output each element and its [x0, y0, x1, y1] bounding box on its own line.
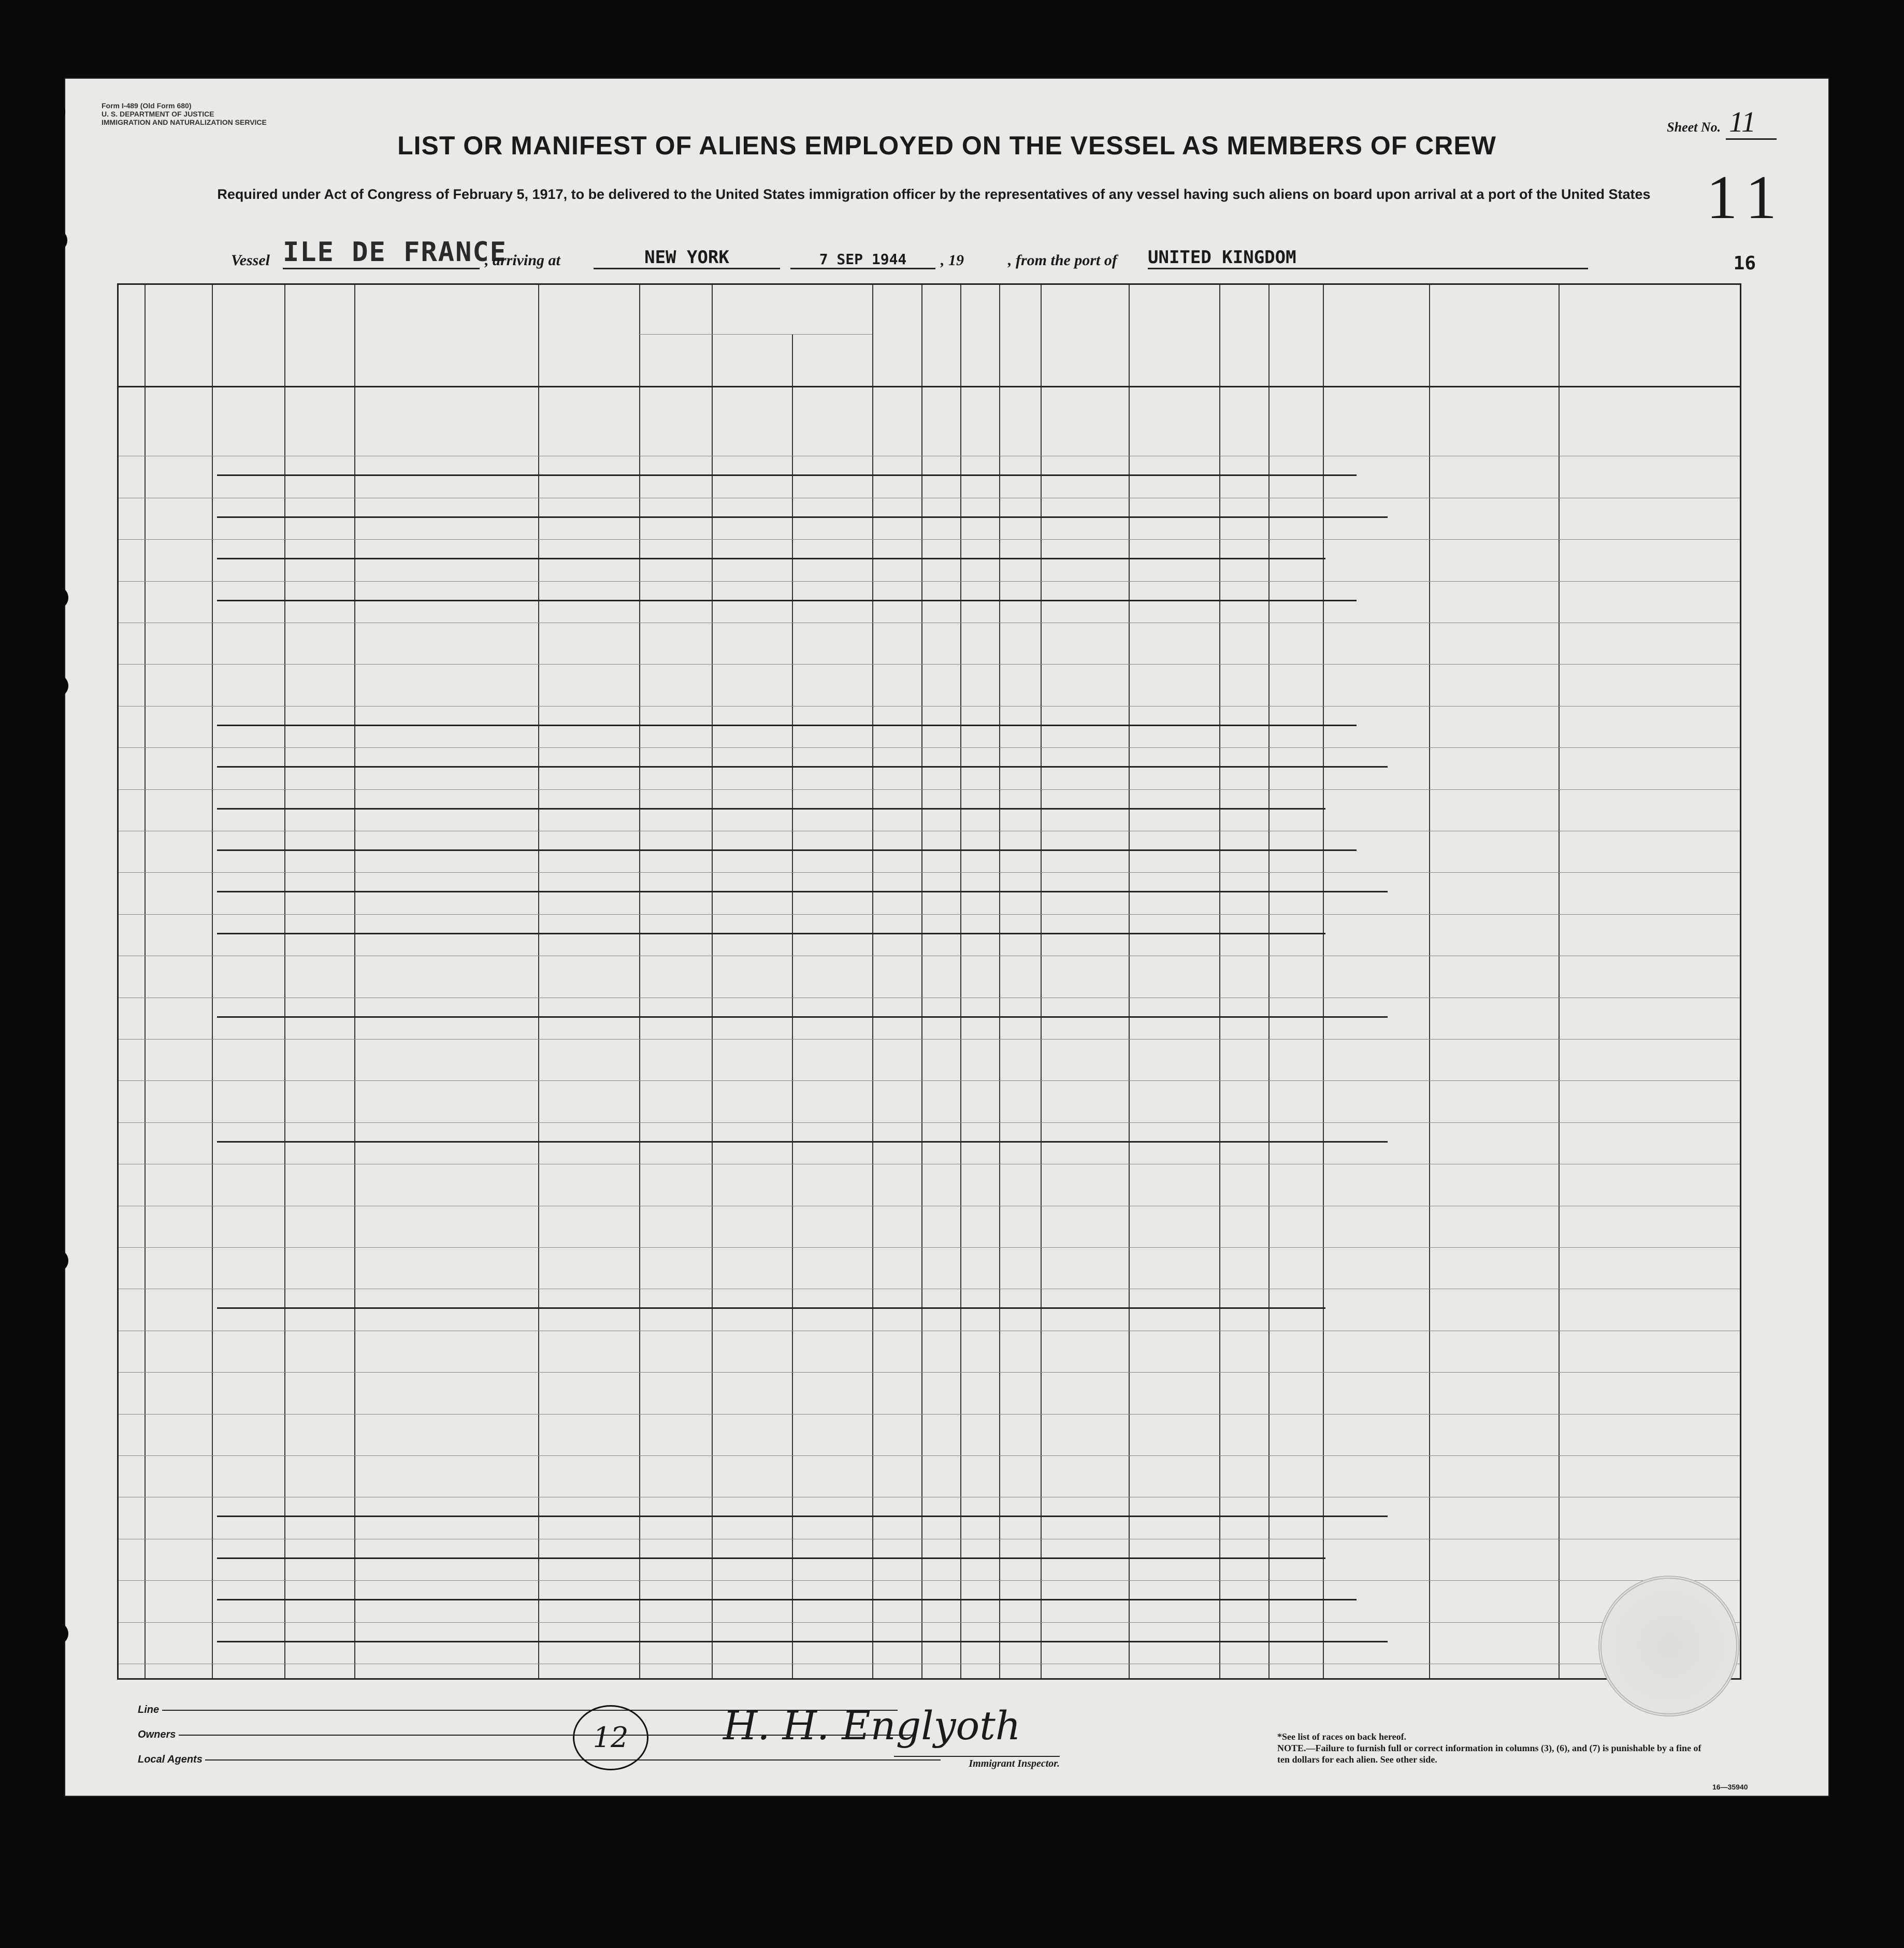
ruled-line	[119, 1080, 1740, 1081]
table-row	[119, 508, 1740, 529]
owners-label: Owners	[138, 1729, 176, 1740]
table-row	[119, 1299, 1740, 1320]
form-number: 16—35940	[1712, 1783, 1748, 1791]
arriving-label: , arriving at	[485, 252, 560, 269]
circled-number: 12	[573, 1705, 648, 1770]
punch-hole	[42, 100, 65, 123]
inspector-label: Immigrant Inspector.	[894, 1756, 1060, 1770]
table-row	[119, 466, 1740, 487]
page-subtitle: Required under Act of Congress of February 5, 1917, to be delivered to the United States immigration officer by the representatives of any vessel having such aliens on board upon arrival at a port of the United States	[217, 186, 1651, 202]
table-row	[119, 550, 1740, 570]
arrival-date-stamp: 7 SEP 1944	[790, 251, 935, 269]
table-row	[119, 1174, 1740, 1195]
strike-through-line	[217, 1599, 1357, 1600]
sheet-value: 11	[1726, 106, 1777, 140]
table-row	[119, 674, 1740, 695]
punch-hole	[46, 586, 68, 609]
table-row	[119, 1258, 1740, 1278]
embossed-seal	[1598, 1576, 1739, 1716]
table-row	[119, 591, 1740, 612]
punch-hole	[46, 1249, 68, 1272]
manifest-sheet	[65, 79, 1828, 1796]
strike-through-line	[217, 1641, 1388, 1642]
table-row	[119, 1049, 1740, 1070]
races-note: *See list of races on back hereof.	[1277, 1731, 1407, 1742]
table-row	[119, 1091, 1740, 1112]
ruled-line	[119, 1039, 1740, 1040]
ruled-line	[119, 872, 1740, 873]
strike-through-line	[217, 891, 1388, 892]
ruled-line	[119, 664, 1740, 665]
handwritten-number: 11	[1706, 163, 1787, 232]
strike-through-line	[217, 808, 1325, 810]
table-row	[119, 1466, 1740, 1487]
ruled-line	[119, 1247, 1740, 1248]
page-count: 16	[1733, 253, 1756, 274]
strike-through-line	[217, 933, 1325, 934]
ruled-line	[119, 1372, 1740, 1373]
ruled-line	[119, 1122, 1740, 1123]
crew-table	[117, 283, 1741, 1680]
inspector-signature: H. H. Englyoth	[723, 1702, 1021, 1749]
table-row	[119, 758, 1740, 778]
from-port-label: , from the port of	[1008, 252, 1117, 269]
ruled-line	[119, 1414, 1740, 1415]
table-row	[119, 1424, 1740, 1445]
strike-through-line	[217, 516, 1388, 518]
ruled-line	[119, 1455, 1740, 1456]
ruled-line	[119, 789, 1740, 790]
penalty-note: NOTE.—Failure to furnish full or correct information in columns (3), (6), and (7) is punishable by a fine of ten dollars for each alien. See other side.	[1277, 1743, 1701, 1765]
strike-through-line	[217, 558, 1325, 559]
sheet-label: Sheet No.	[1667, 120, 1721, 135]
table-row	[119, 1008, 1740, 1029]
ruled-line	[119, 1622, 1740, 1623]
table-row	[119, 633, 1740, 654]
table-row	[119, 925, 1740, 945]
punch-hole	[46, 1622, 68, 1645]
punch-hole	[46, 674, 68, 697]
footer-note	[1277, 1731, 1712, 1765]
table-row	[119, 1507, 1740, 1528]
table-row	[119, 841, 1740, 862]
strike-through-line	[217, 1307, 1325, 1309]
table-row	[119, 1633, 1740, 1653]
table-row	[119, 425, 1740, 445]
table-row	[119, 883, 1740, 903]
vessel-line	[231, 237, 1663, 277]
ruled-line	[119, 747, 1740, 748]
year-label: , 19	[941, 252, 964, 269]
header-subdivider	[639, 334, 872, 335]
vessel-name: ILE DE FRANCE	[283, 237, 480, 269]
arriving-port: NEW YORK	[594, 247, 780, 269]
strike-through-line	[217, 1516, 1388, 1517]
form-header: Form I-489 (Old Form 680) U. S. DEPARTMENT OF JUSTICE IMMIGRATION AND NATURALIZATION SERVICE	[102, 102, 267, 126]
strike-through-line	[217, 474, 1357, 476]
table-row	[119, 1382, 1740, 1403]
strike-through-line	[217, 849, 1357, 851]
line-label: Line	[138, 1704, 160, 1715]
table-row	[119, 716, 1740, 737]
strike-through-line	[217, 1016, 1388, 1018]
table-row	[119, 1133, 1740, 1153]
vessel-label: Vessel	[231, 252, 270, 269]
header-divider	[119, 386, 1740, 387]
page-title: LIST OR MANIFEST OF ALIENS EMPLOYED ON THE VESSEL AS MEMBERS OF CREW	[397, 131, 1496, 160]
ruled-line	[119, 1580, 1740, 1581]
table-row	[119, 1341, 1740, 1362]
strike-through-line	[217, 1557, 1325, 1559]
ruled-line	[119, 914, 1740, 915]
from-port: UNITED KINGDOM	[1148, 247, 1588, 269]
strike-through-line	[217, 725, 1357, 726]
ruled-line	[119, 539, 1740, 540]
strike-through-line	[217, 600, 1357, 601]
table-row	[119, 1216, 1740, 1237]
strike-through-line	[217, 1141, 1388, 1143]
table-row	[119, 1591, 1740, 1611]
table-row	[119, 1549, 1740, 1570]
table-row	[119, 800, 1740, 820]
ruled-line	[119, 581, 1740, 582]
agents-label: Local Agents	[138, 1754, 203, 1765]
punch-hole	[45, 229, 67, 252]
strike-through-line	[217, 766, 1388, 768]
table-row	[119, 966, 1740, 987]
